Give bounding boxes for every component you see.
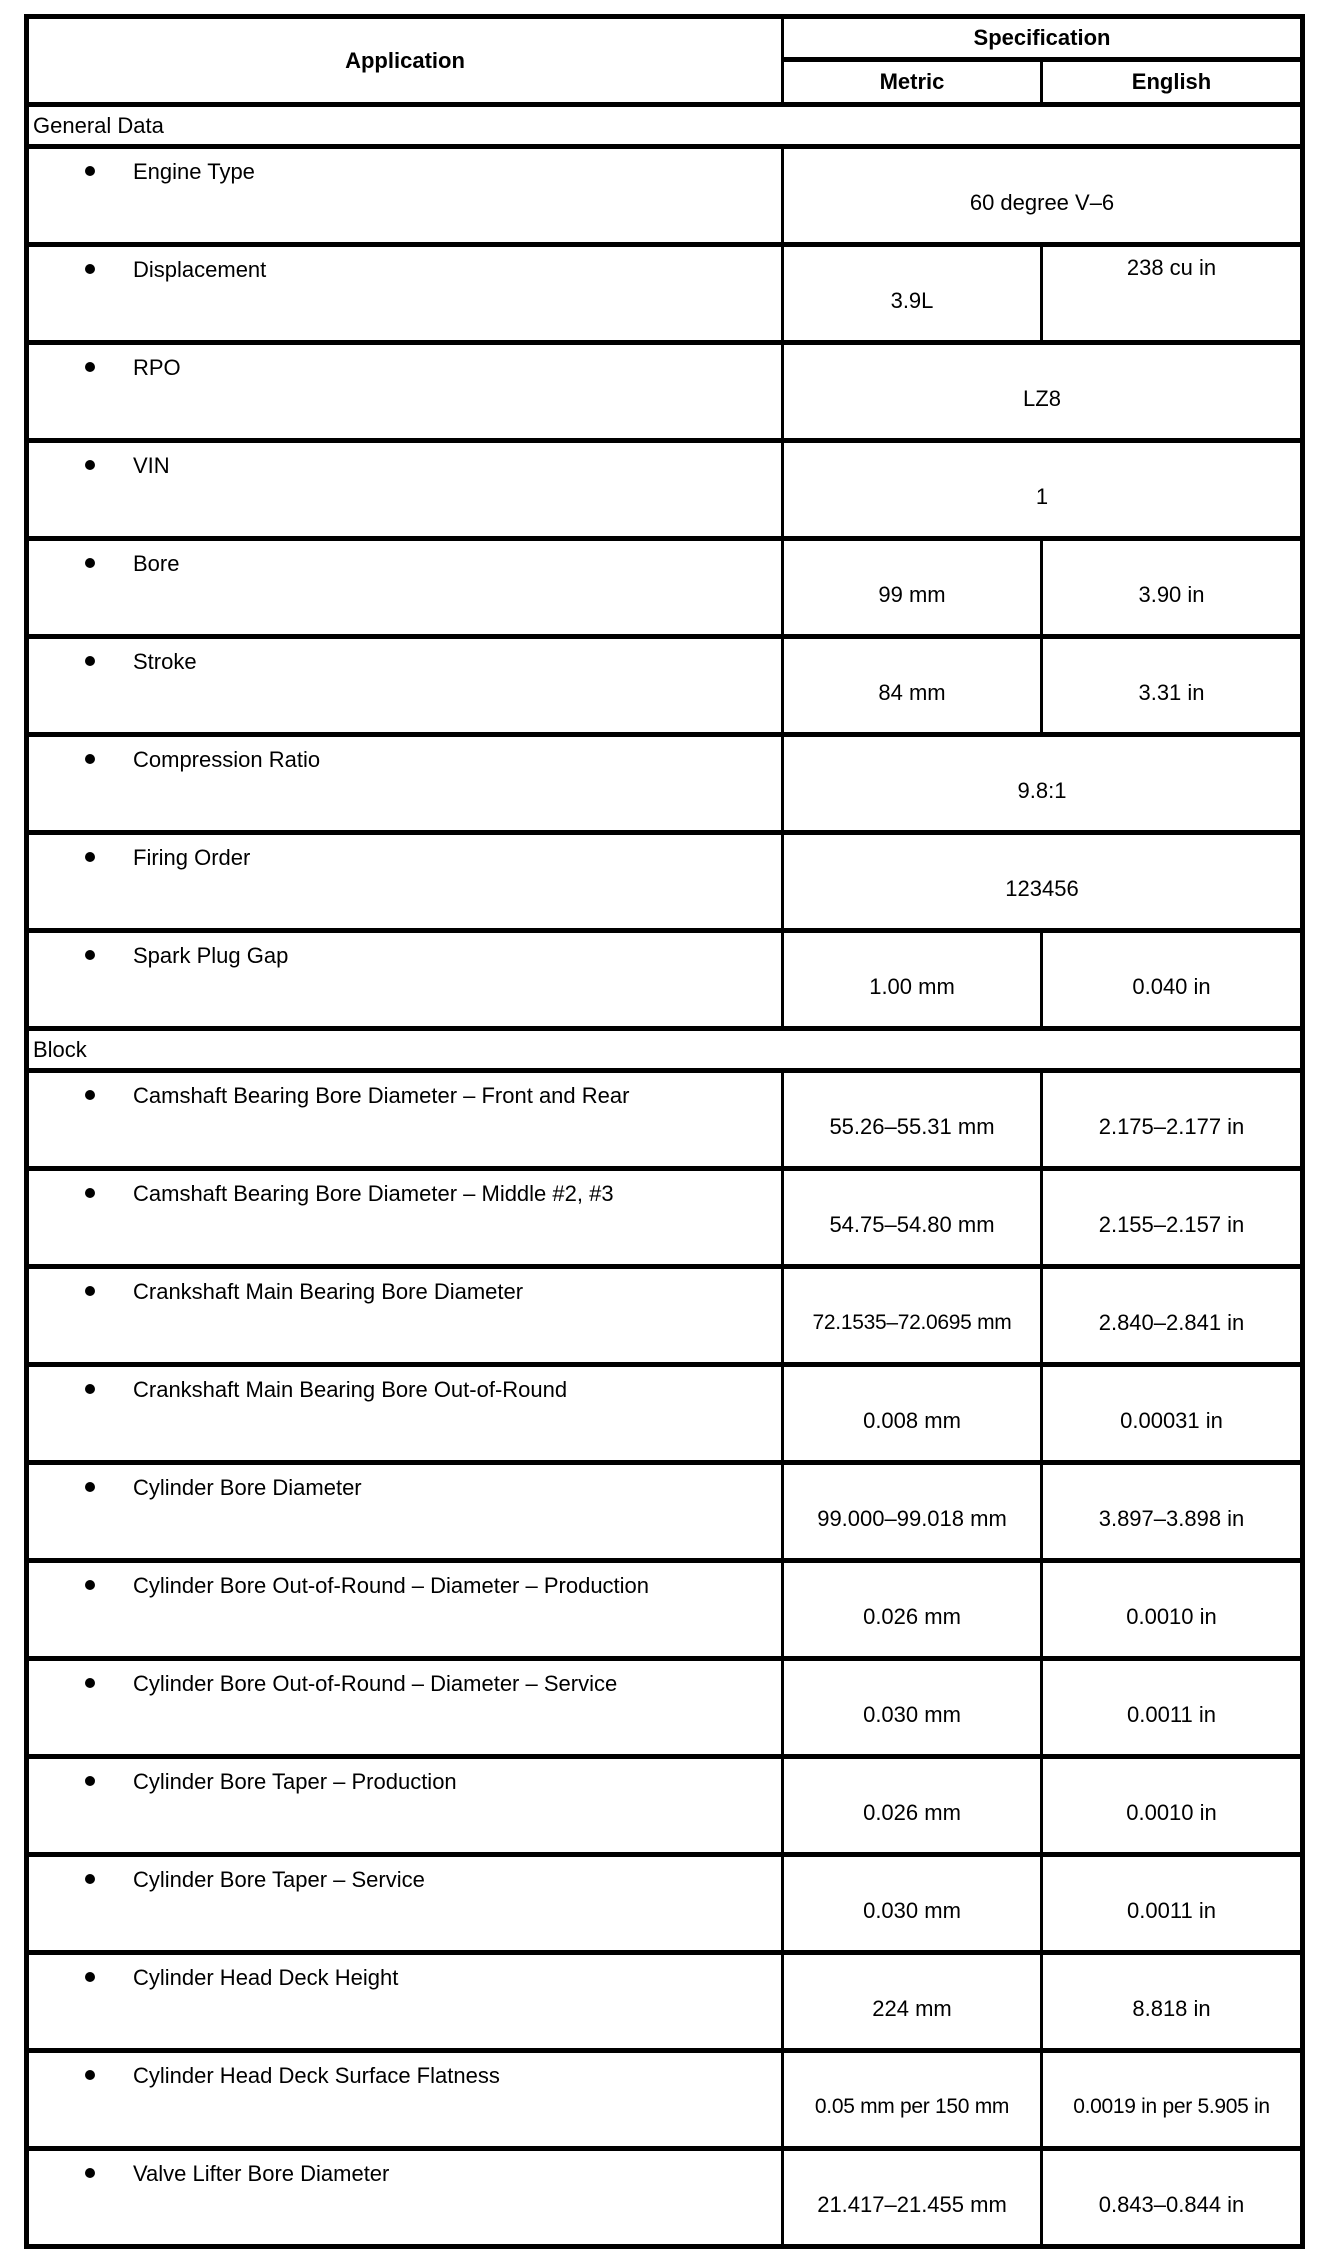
engine-specifications-table	[24, 14, 1305, 2249]
application-cell	[27, 2051, 783, 2149]
specification-value: 123456	[783, 833, 1303, 931]
metric-value: 3.9L	[783, 245, 1042, 343]
specification-value: 1	[783, 441, 1303, 539]
bullet-icon	[85, 1188, 95, 1198]
bullet-icon	[85, 1972, 95, 1982]
application-cell	[27, 2149, 783, 2247]
english-header: English	[1042, 60, 1303, 105]
application-label: Cylinder Head Deck Surface Flatness	[133, 2063, 500, 2088]
application-cell	[27, 833, 783, 931]
application-label: Cylinder Bore Taper – Service	[133, 1867, 425, 1892]
table-row	[27, 2051, 1303, 2149]
metric-value: 99.000–99.018 mm	[783, 1463, 1042, 1561]
table-row	[27, 1855, 1303, 1953]
application-label: RPO	[133, 355, 181, 380]
table-row	[27, 441, 1303, 539]
english-value: 2.840–2.841 in	[1042, 1267, 1303, 1365]
metric-value: 0.05 mm per 150 mm	[783, 2051, 1042, 2149]
english-value: 0.0010 in	[1042, 1561, 1303, 1659]
specification-value: LZ8	[783, 343, 1303, 441]
bullet-icon	[85, 1874, 95, 1884]
metric-value: 0.008 mm	[783, 1365, 1042, 1463]
application-cell	[27, 1365, 783, 1463]
metric-value: 54.75–54.80 mm	[783, 1169, 1042, 1267]
application-label: Firing Order	[133, 845, 251, 870]
bullet-icon	[85, 1384, 95, 1394]
section-title: General Data	[27, 105, 1303, 147]
english-value: 0.040 in	[1042, 931, 1303, 1029]
application-cell	[27, 539, 783, 637]
bullet-icon	[85, 362, 95, 372]
bullet-icon	[85, 656, 95, 666]
table-row	[27, 1757, 1303, 1855]
english-value: 0.843–0.844 in	[1042, 2149, 1303, 2247]
bullet-icon	[85, 2168, 95, 2178]
metric-header: Metric	[783, 60, 1042, 105]
bullet-icon	[85, 1286, 95, 1296]
application-cell	[27, 441, 783, 539]
application-cell	[27, 1267, 783, 1365]
application-label: Cylinder Head Deck Height	[133, 1965, 399, 1990]
application-cell	[27, 1169, 783, 1267]
specification-value: 9.8:1	[783, 735, 1303, 833]
bullet-icon	[85, 1090, 95, 1100]
english-value: 0.0011 in	[1042, 1659, 1303, 1757]
application-cell	[27, 1071, 783, 1169]
application-cell	[27, 343, 783, 441]
bullet-icon	[85, 1482, 95, 1492]
table-row	[27, 1561, 1303, 1659]
application-label: Bore	[133, 551, 180, 576]
bullet-icon	[85, 1580, 95, 1590]
english-value: 2.175–2.177 in	[1042, 1071, 1303, 1169]
application-label: Valve Lifter Bore Diameter	[133, 2161, 390, 2186]
table-row	[27, 1267, 1303, 1365]
metric-value: 0.030 mm	[783, 1855, 1042, 1953]
application-cell	[27, 147, 783, 245]
metric-value: 224 mm	[783, 1953, 1042, 2051]
table-row	[27, 833, 1303, 931]
application-cell	[27, 637, 783, 735]
bullet-icon	[85, 2070, 95, 2080]
application-label: Displacement	[133, 257, 267, 282]
bullet-icon	[85, 558, 95, 568]
application-cell	[27, 245, 783, 343]
table-row	[27, 931, 1303, 1029]
table-row	[27, 539, 1303, 637]
section-header-row	[27, 105, 1303, 147]
application-cell	[27, 1561, 783, 1659]
application-label: Cylinder Bore Diameter	[133, 1475, 362, 1500]
application-cell	[27, 1463, 783, 1561]
section-header-row	[27, 1029, 1303, 1071]
metric-value: 0.026 mm	[783, 1561, 1042, 1659]
application-label: Cylinder Bore Out-of-Round – Diameter – Production	[133, 1573, 650, 1598]
bullet-icon	[85, 754, 95, 764]
metric-value: 55.26–55.31 mm	[783, 1071, 1042, 1169]
table-row	[27, 637, 1303, 735]
english-value: 3.897–3.898 in	[1042, 1463, 1303, 1561]
bullet-icon	[85, 460, 95, 470]
application-label: Stroke	[133, 649, 197, 674]
application-label: Engine Type	[133, 159, 255, 184]
table-row	[27, 1953, 1303, 2051]
application-label: Cylinder Bore Taper – Production	[133, 1769, 457, 1794]
metric-value: 21.417–21.455 mm	[783, 2149, 1042, 2247]
english-value: 3.31 in	[1042, 637, 1303, 735]
english-value: 8.818 in	[1042, 1953, 1303, 2051]
english-value: 0.0010 in	[1042, 1757, 1303, 1855]
bullet-icon	[85, 1776, 95, 1786]
table-row	[27, 735, 1303, 833]
english-value: 0.0019 in per 5.905 in	[1042, 2051, 1303, 2149]
table-row	[27, 1169, 1303, 1267]
metric-value: 0.026 mm	[783, 1757, 1042, 1855]
application-label: Cylinder Bore Out-of-Round – Diameter – Service	[133, 1671, 618, 1696]
specification-header: Specification	[783, 17, 1303, 60]
metric-value: 0.030 mm	[783, 1659, 1042, 1757]
bullet-icon	[85, 166, 95, 176]
section-title: Block	[27, 1029, 1303, 1071]
application-header: Application	[27, 17, 783, 105]
application-label: Camshaft Bearing Bore Diameter – Front and Rear	[133, 1083, 630, 1108]
application-cell	[27, 735, 783, 833]
bullet-icon	[85, 852, 95, 862]
metric-value: 99 mm	[783, 539, 1042, 637]
application-cell	[27, 1757, 783, 1855]
table-row	[27, 2149, 1303, 2247]
english-value: 0.0011 in	[1042, 1855, 1303, 1953]
application-label: Crankshaft Main Bearing Bore Out-of-Round	[133, 1377, 568, 1402]
bullet-icon	[85, 264, 95, 274]
application-label: Compression Ratio	[133, 747, 321, 772]
metric-value: 1.00 mm	[783, 931, 1042, 1029]
table-row	[27, 245, 1303, 343]
metric-value: 84 mm	[783, 637, 1042, 735]
application-label: Crankshaft Main Bearing Bore Diameter	[133, 1279, 524, 1304]
application-cell	[27, 1659, 783, 1757]
table-row	[27, 1463, 1303, 1561]
table-row	[27, 147, 1303, 245]
english-value: 0.00031 in	[1042, 1365, 1303, 1463]
metric-value: 72.1535–72.0695 mm	[783, 1267, 1042, 1365]
english-value: 3.90 in	[1042, 539, 1303, 637]
table-row	[27, 1365, 1303, 1463]
application-label: Spark Plug Gap	[133, 943, 289, 968]
application-cell	[27, 1855, 783, 1953]
application-label: Camshaft Bearing Bore Diameter – Middle #2, #3	[133, 1181, 614, 1206]
english-value: 2.155–2.157 in	[1042, 1169, 1303, 1267]
application-label: VIN	[133, 453, 170, 478]
english-value: 238 cu in	[1042, 245, 1303, 343]
table-row	[27, 343, 1303, 441]
application-cell	[27, 931, 783, 1029]
application-cell	[27, 1953, 783, 2051]
table-row	[27, 1659, 1303, 1757]
bullet-icon	[85, 950, 95, 960]
specification-value: 60 degree V–6	[783, 147, 1303, 245]
table-row	[27, 1071, 1303, 1169]
bullet-icon	[85, 1678, 95, 1688]
